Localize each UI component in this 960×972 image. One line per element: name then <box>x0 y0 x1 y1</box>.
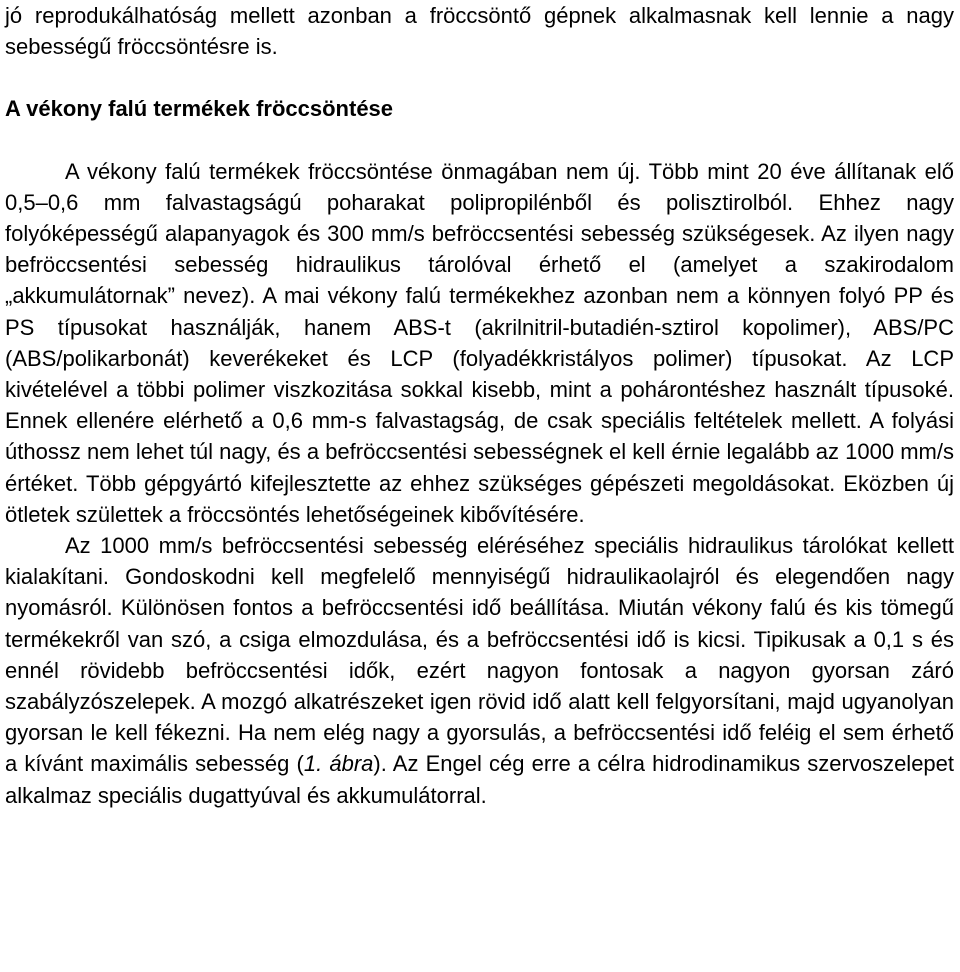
intro-paragraph: jó reprodukálhatóság mellett azonban a fröccsöntő gépnek alkalmasnak kell lennie a nagy sebességű fröccsöntésre is. <box>5 3 954 60</box>
figure-reference: 1. ábra <box>303 751 374 777</box>
body-paragraph-2 <box>5 530 954 811</box>
section-heading: A vékony falú termékek fröccsöntése <box>5 96 394 122</box>
paragraph-2-tail: ). Az Engel cég erre a célra hidrodinamikus szervoszelepet alkalmaz speciális dugattyúval és akkumulátorral. <box>5 751 955 808</box>
document-page <box>5 0 954 811</box>
body-paragraph-1: A vékony falú termékek fröccsöntése önmagában nem új. Több mint 20 éve állítanak elő 0,5–0,6 mm falvastagságú poharakat polipropilénből és polisztirolból. Ehhez nagy folyóképességű alapanyagok és 300 mm/s befröccsentési sebesség szükségesek. Az ilyen nagy befröccsentési sebesség hidraulikus tárolóval érhető el (amelyet a szakirodalom „akkumulátornak” nevez). A mai vékony falú termékekhez azonban nem a könnyen folyó PP és PS típusokat használják, hanem ABS-t (akrilnitril-butadién-sztirol kopolimer), ABS/PC (ABS/polikarbonát) keverékeket és LCP (folyadékkristályos polimer) típusokat. Az LCP kivételével a többi polimer viszkozitása sokkal kisebb, mint a pohárontéshez használt típusoké. Ennek ellenére elérhető a 0,6 mm-s falvastagság, de csak speciális feltételek mellett. A folyási úthossz nem lehet túl nagy, és a befröccsentési sebességnek el kell érnie legalább az 1000 mm/s értéket. Több gépgyártó kifejlesztette az ehhez szükséges gépészeti megoldásokat. Eközben új ötletek születtek a fröccsöntés lehetőségeinek kibővítésére. <box>5 158 954 527</box>
paragraph-2-text: Az 1000 mm/s befröccsentési sebesség eléréséhez speciális hidraulikus tárolókat kellett kialakítani. Gondoskodni kell megfelelő mennyiségű hidraulikaolajról és elegendően nagy nyomásról. Különösen fontos a befröccsentési idő beállítása. Miután vékony falú és kis tömegű termékekről van szó, a csiga elmozdulása, és a befröccsentési idő is kicsi. Tipikusak a 0,1 s és ennél rövidebb befröccsentési idők, ezért nagyon fontosak a nagyon gyorsan záró szabályzószelepek. A mozgó alkatrészeket igen rövid idő alatt kell felgyorsítani, majd ugyanolyan gyorsan le kell fékezni. Ha nem elég nagy a gyorsulás, a befröccsentési idő feléig el sem érhető a kívánt maximális sebesség ( <box>5 533 954 777</box>
